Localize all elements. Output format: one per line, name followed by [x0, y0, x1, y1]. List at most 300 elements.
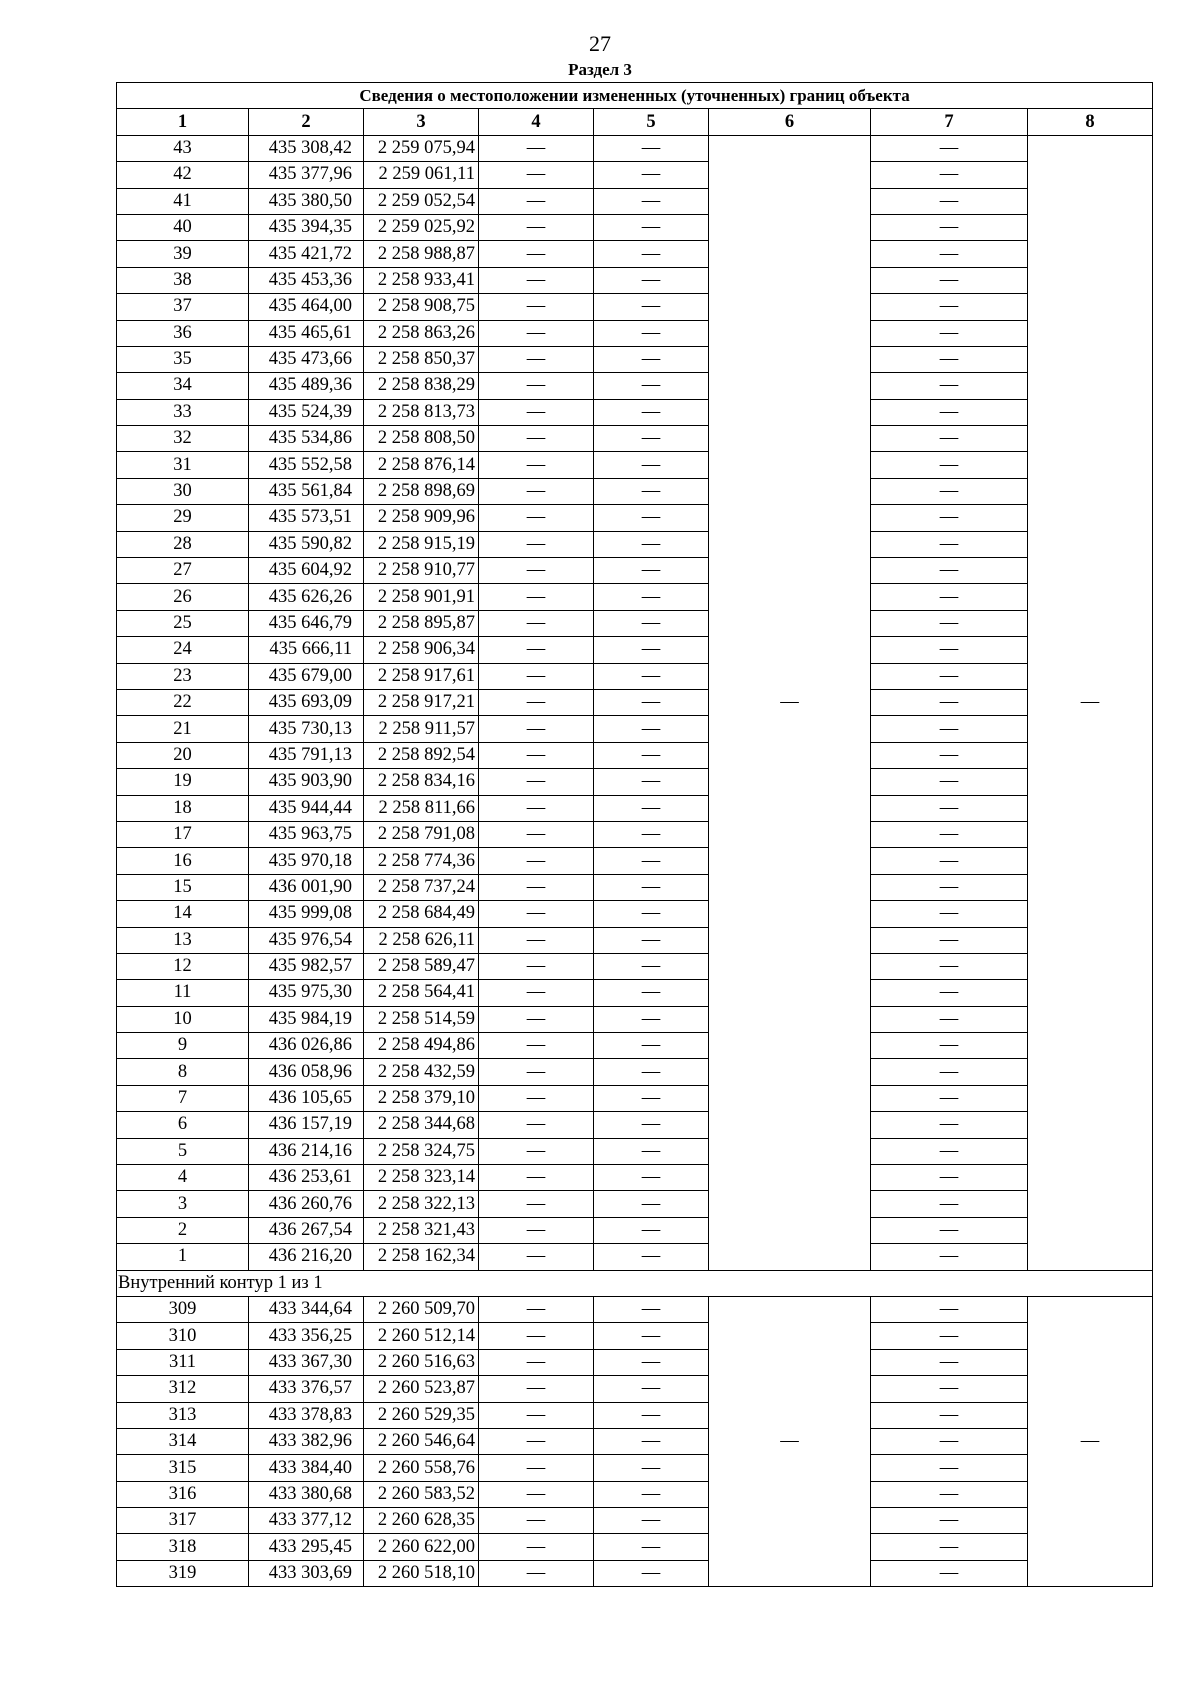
coordinate-x: 435 791,13: [249, 742, 364, 768]
column-4-dash: —: [479, 716, 594, 742]
column-5-dash: —: [594, 1534, 709, 1560]
coordinate-x: 435 963,75: [249, 821, 364, 847]
point-number: 42: [117, 162, 249, 188]
column-5-dash: —: [594, 1349, 709, 1375]
outer-contour-row: [117, 531, 1153, 557]
outer-contour-row: [117, 1033, 1153, 1059]
column-7-dash: —: [871, 452, 1028, 478]
column-5-dash: —: [594, 689, 709, 715]
coordinate-x: 435 903,90: [249, 769, 364, 795]
coordinate-x: 435 524,39: [249, 399, 364, 425]
point-number: 13: [117, 927, 249, 953]
point-number: 5: [117, 1138, 249, 1164]
column-7-dash: —: [871, 1323, 1028, 1349]
column-7-dash: —: [871, 1296, 1028, 1322]
column-4-dash: —: [479, 980, 594, 1006]
column-5-dash: —: [594, 663, 709, 689]
column-7-dash: —: [871, 848, 1028, 874]
column-7-dash: —: [871, 1191, 1028, 1217]
column-5-dash: —: [594, 1191, 709, 1217]
outer-contour-row: [117, 953, 1153, 979]
column-5-dash: —: [594, 874, 709, 900]
outer-contour-row: [117, 689, 1153, 715]
coordinate-x: 433 378,83: [249, 1402, 364, 1428]
column-5-dash: —: [594, 1138, 709, 1164]
point-number: 36: [117, 320, 249, 346]
coordinate-x: 435 394,35: [249, 214, 364, 240]
outer-contour-row: [117, 663, 1153, 689]
outer-contour-row: [117, 1059, 1153, 1085]
outer-contour-row: [117, 346, 1153, 372]
page-number: 27: [589, 31, 611, 56]
column-7-dash: —: [871, 1217, 1028, 1243]
inner-contour-row: [117, 1428, 1153, 1454]
coordinate-y: 2 258 863,26: [364, 320, 479, 346]
point-number: 3: [117, 1191, 249, 1217]
outer-contour-row: [117, 874, 1153, 900]
column-4-dash: —: [479, 1165, 594, 1191]
column-4-dash: —: [479, 267, 594, 293]
column-4-dash: —: [479, 1455, 594, 1481]
inner-contour-row: [117, 1296, 1153, 1322]
column-header-5: 5: [594, 109, 709, 135]
coordinate-y: 2 258 737,24: [364, 874, 479, 900]
coordinate-x: 435 489,36: [249, 373, 364, 399]
column-7-dash: —: [871, 558, 1028, 584]
coordinate-y: 2 258 838,29: [364, 373, 479, 399]
column-5-dash: —: [594, 716, 709, 742]
coordinate-x: 435 561,84: [249, 478, 364, 504]
column-5-dash: —: [594, 373, 709, 399]
column-5-dash: —: [594, 162, 709, 188]
coordinate-x: 435 308,42: [249, 135, 364, 161]
coordinate-x: 435 573,51: [249, 505, 364, 531]
column-7-dash: —: [871, 188, 1028, 214]
column-5-dash: —: [594, 399, 709, 425]
coordinate-x: 435 975,30: [249, 980, 364, 1006]
coordinate-x: 433 380,68: [249, 1481, 364, 1507]
point-number: 26: [117, 584, 249, 610]
coordinate-x: 435 552,58: [249, 452, 364, 478]
column-5-dash: —: [594, 505, 709, 531]
column-7-dash: —: [871, 478, 1028, 504]
coordinate-y: 2 258 911,57: [364, 716, 479, 742]
coordinate-y: 2 260 512,14: [364, 1323, 479, 1349]
coordinate-y: 2 260 516,63: [364, 1349, 479, 1375]
column-header-row: [117, 109, 1153, 135]
column-7-dash: —: [871, 1428, 1028, 1454]
column-7-dash: —: [871, 689, 1028, 715]
point-number: 8: [117, 1059, 249, 1085]
column-5-dash: —: [594, 1560, 709, 1586]
coordinate-y: 2 258 898,69: [364, 478, 479, 504]
column-4-dash: —: [479, 1428, 594, 1454]
coordinate-y: 2 258 774,36: [364, 848, 479, 874]
column-5-dash: —: [594, 1455, 709, 1481]
column-7-dash: —: [871, 1481, 1028, 1507]
column-5-dash: —: [594, 821, 709, 847]
inner-contour-row: [117, 1534, 1153, 1560]
outer-contour-row: [117, 927, 1153, 953]
coordinate-x: 433 356,25: [249, 1323, 364, 1349]
column-7-dash: —: [871, 320, 1028, 346]
coordinate-y: 2 258 906,34: [364, 637, 479, 663]
point-number: 11: [117, 980, 249, 1006]
coordinate-x: 435 666,11: [249, 637, 364, 663]
outer-contour-row: [117, 610, 1153, 636]
point-number: 28: [117, 531, 249, 557]
column-5-dash: —: [594, 1508, 709, 1534]
table-title: Сведения о местоположении измененных (уточненных) границ объекта: [117, 83, 1153, 109]
column-4-dash: —: [479, 1508, 594, 1534]
point-number: 4: [117, 1165, 249, 1191]
outer-contour-row: [117, 452, 1153, 478]
column-4-dash: —: [479, 531, 594, 557]
outer-contour-row: [117, 584, 1153, 610]
coordinate-x: 435 982,57: [249, 953, 364, 979]
column-5-dash: —: [594, 1217, 709, 1243]
column-6-merged-dash: —: [709, 135, 871, 1270]
coordinate-x: 435 453,36: [249, 267, 364, 293]
column-4-dash: —: [479, 1217, 594, 1243]
column-4-dash: —: [479, 1112, 594, 1138]
column-7-dash: —: [871, 1112, 1028, 1138]
coordinate-y: 2 259 075,94: [364, 135, 479, 161]
point-number: 18: [117, 795, 249, 821]
column-7-dash: —: [871, 584, 1028, 610]
column-header-3: 3: [364, 109, 479, 135]
column-4-dash: —: [479, 1376, 594, 1402]
coordinate-y: 2 258 589,47: [364, 953, 479, 979]
column-header-4: 4: [479, 109, 594, 135]
outer-contour-row: [117, 795, 1153, 821]
column-4-dash: —: [479, 821, 594, 847]
outer-contour-row: [117, 1006, 1153, 1032]
column-header-2: 2: [249, 109, 364, 135]
column-7-dash: —: [871, 874, 1028, 900]
coordinate-x: 436 216,20: [249, 1244, 364, 1270]
coordinate-x: 435 970,18: [249, 848, 364, 874]
coordinate-y: 2 258 321,43: [364, 1217, 479, 1243]
point-number: 12: [117, 953, 249, 979]
outer-contour-row: [117, 188, 1153, 214]
coordinate-x: 435 473,66: [249, 346, 364, 372]
point-number: 35: [117, 346, 249, 372]
column-7-dash: —: [871, 1455, 1028, 1481]
point-number: 313: [117, 1402, 249, 1428]
column-5-dash: —: [594, 769, 709, 795]
outer-contour-row: [117, 742, 1153, 768]
coordinate-y: 2 258 379,10: [364, 1085, 479, 1111]
column-5-dash: —: [594, 953, 709, 979]
coordinate-y: 2 258 684,49: [364, 901, 479, 927]
outer-contour-row: [117, 267, 1153, 293]
column-4-dash: —: [479, 1349, 594, 1375]
point-number: 41: [117, 188, 249, 214]
point-number: 31: [117, 452, 249, 478]
outer-contour-row: [117, 716, 1153, 742]
point-number: 43: [117, 135, 249, 161]
point-number: 27: [117, 558, 249, 584]
coordinate-y: 2 258 933,41: [364, 267, 479, 293]
point-number: 22: [117, 689, 249, 715]
column-7-dash: —: [871, 742, 1028, 768]
column-4-dash: —: [479, 214, 594, 240]
coordinate-x: 435 693,09: [249, 689, 364, 715]
column-7-dash: —: [871, 1244, 1028, 1270]
column-4-dash: —: [479, 373, 594, 399]
column-4-dash: —: [479, 742, 594, 768]
coordinate-y: 2 258 322,13: [364, 1191, 479, 1217]
coordinate-x: 435 464,00: [249, 294, 364, 320]
inner-contour-header-row: [117, 1270, 1153, 1296]
coordinate-x: 435 976,54: [249, 927, 364, 953]
column-4-dash: —: [479, 320, 594, 346]
column-6-merged-dash: —: [709, 1296, 871, 1586]
table-title-row: [117, 83, 1153, 109]
point-number: 23: [117, 663, 249, 689]
coordinate-x: 436 253,61: [249, 1165, 364, 1191]
column-4-dash: —: [479, 558, 594, 584]
coordinate-y: 2 258 811,66: [364, 795, 479, 821]
column-7-dash: —: [871, 346, 1028, 372]
column-7-dash: —: [871, 241, 1028, 267]
boundary-coordinates-table: [116, 82, 1153, 1587]
coordinate-y: 2 260 529,35: [364, 1402, 479, 1428]
outer-contour-row: [117, 1191, 1153, 1217]
coordinate-x: 436 058,96: [249, 1059, 364, 1085]
outer-contour-row: [117, 214, 1153, 240]
coordinate-x: 435 730,13: [249, 716, 364, 742]
coordinate-x: 435 465,61: [249, 320, 364, 346]
coordinate-x: 435 421,72: [249, 241, 364, 267]
column-5-dash: —: [594, 1481, 709, 1507]
column-7-dash: —: [871, 716, 1028, 742]
column-5-dash: —: [594, 901, 709, 927]
column-7-dash: —: [871, 953, 1028, 979]
outer-contour-row: [117, 373, 1153, 399]
column-7-dash: —: [871, 531, 1028, 557]
column-4-dash: —: [479, 452, 594, 478]
point-number: 2: [117, 1217, 249, 1243]
column-7-dash: —: [871, 1165, 1028, 1191]
column-5-dash: —: [594, 1059, 709, 1085]
column-7-dash: —: [871, 294, 1028, 320]
column-4-dash: —: [479, 135, 594, 161]
coordinate-y: 2 259 061,11: [364, 162, 479, 188]
coordinate-y: 2 258 850,37: [364, 346, 479, 372]
column-5-dash: —: [594, 531, 709, 557]
point-number: 25: [117, 610, 249, 636]
column-5-dash: —: [594, 742, 709, 768]
point-number: 7: [117, 1085, 249, 1111]
column-7-dash: —: [871, 980, 1028, 1006]
column-4-dash: —: [479, 848, 594, 874]
inner-contour-row: [117, 1376, 1153, 1402]
column-4-dash: —: [479, 610, 594, 636]
column-5-dash: —: [594, 637, 709, 663]
coordinate-y: 2 258 808,50: [364, 426, 479, 452]
point-number: 310: [117, 1323, 249, 1349]
coordinate-y: 2 258 626,11: [364, 927, 479, 953]
point-number: 312: [117, 1376, 249, 1402]
outer-contour-row: [117, 320, 1153, 346]
outer-contour-row: [117, 1112, 1153, 1138]
column-5-dash: —: [594, 320, 709, 346]
column-5-dash: —: [594, 584, 709, 610]
column-5-dash: —: [594, 927, 709, 953]
coordinate-x: 435 590,82: [249, 531, 364, 557]
point-number: 9: [117, 1033, 249, 1059]
coordinate-y: 2 259 025,92: [364, 214, 479, 240]
column-5-dash: —: [594, 1165, 709, 1191]
coordinate-y: 2 260 622,00: [364, 1534, 479, 1560]
coordinate-y: 2 258 908,75: [364, 294, 479, 320]
coordinate-y: 2 258 564,41: [364, 980, 479, 1006]
column-7-dash: —: [871, 1059, 1028, 1085]
outer-contour-row: [117, 769, 1153, 795]
column-4-dash: —: [479, 478, 594, 504]
point-number: 16: [117, 848, 249, 874]
coordinate-x: 433 384,40: [249, 1455, 364, 1481]
coordinate-x: 436 026,86: [249, 1033, 364, 1059]
column-4-dash: —: [479, 1033, 594, 1059]
outer-contour-row: [117, 505, 1153, 531]
column-7-dash: —: [871, 1560, 1028, 1586]
section-label: Раздел 3: [568, 60, 632, 79]
point-number: 33: [117, 399, 249, 425]
outer-contour-row: [117, 426, 1153, 452]
column-header-8: 8: [1028, 109, 1153, 135]
coordinate-x: 433 376,57: [249, 1376, 364, 1402]
coordinate-y: 2 260 583,52: [364, 1481, 479, 1507]
coordinate-x: 435 534,86: [249, 426, 364, 452]
outer-contour-row: [117, 478, 1153, 504]
coordinate-x: 435 377,96: [249, 162, 364, 188]
column-7-dash: —: [871, 663, 1028, 689]
coordinate-x: 436 260,76: [249, 1191, 364, 1217]
coordinate-x: 435 604,92: [249, 558, 364, 584]
coordinate-x: 435 626,26: [249, 584, 364, 610]
column-4-dash: —: [479, 1138, 594, 1164]
point-number: 39: [117, 241, 249, 267]
outer-contour-row: [117, 1244, 1153, 1270]
column-4-dash: —: [479, 1191, 594, 1217]
coordinate-y: 2 258 895,87: [364, 610, 479, 636]
coordinate-x: 433 377,12: [249, 1508, 364, 1534]
column-5-dash: —: [594, 452, 709, 478]
column-4-dash: —: [479, 953, 594, 979]
column-7-dash: —: [871, 901, 1028, 927]
point-number: 19: [117, 769, 249, 795]
outer-contour-row: [117, 821, 1153, 847]
column-5-dash: —: [594, 1112, 709, 1138]
column-7-dash: —: [871, 214, 1028, 240]
column-header-6: 6: [709, 109, 871, 135]
point-number: 32: [117, 426, 249, 452]
coordinate-y: 2 258 988,87: [364, 241, 479, 267]
point-number: 17: [117, 821, 249, 847]
column-4-dash: —: [479, 162, 594, 188]
point-number: 34: [117, 373, 249, 399]
column-5-dash: —: [594, 610, 709, 636]
coordinate-y: 2 258 344,68: [364, 1112, 479, 1138]
column-5-dash: —: [594, 1376, 709, 1402]
column-7-dash: —: [871, 1349, 1028, 1375]
column-5-dash: —: [594, 426, 709, 452]
point-number: 1: [117, 1244, 249, 1270]
point-number: 319: [117, 1560, 249, 1586]
column-7-dash: —: [871, 267, 1028, 293]
column-5-dash: —: [594, 1085, 709, 1111]
column-7-dash: —: [871, 1085, 1028, 1111]
column-5-dash: —: [594, 478, 709, 504]
coordinate-y: 2 260 509,70: [364, 1296, 479, 1322]
point-number: 30: [117, 478, 249, 504]
column-5-dash: —: [594, 1244, 709, 1270]
point-number: 14: [117, 901, 249, 927]
coordinate-x: 435 999,08: [249, 901, 364, 927]
point-number: 311: [117, 1349, 249, 1375]
column-4-dash: —: [479, 689, 594, 715]
coordinate-y: 2 258 324,75: [364, 1138, 479, 1164]
coordinate-y: 2 260 558,76: [364, 1455, 479, 1481]
point-number: 20: [117, 742, 249, 768]
point-number: 318: [117, 1534, 249, 1560]
coordinate-x: 435 380,50: [249, 188, 364, 214]
coordinate-x: 435 679,00: [249, 663, 364, 689]
table-body: [117, 83, 1153, 1587]
column-5-dash: —: [594, 188, 709, 214]
column-8-merged-dash: —: [1028, 135, 1153, 1270]
outer-contour-row: [117, 1085, 1153, 1111]
coordinate-y: 2 260 523,87: [364, 1376, 479, 1402]
column-header-7: 7: [871, 109, 1028, 135]
outer-contour-row: [117, 135, 1153, 161]
inner-contour-row: [117, 1402, 1153, 1428]
column-4-dash: —: [479, 1481, 594, 1507]
column-4-dash: —: [479, 1402, 594, 1428]
column-4-dash: —: [479, 769, 594, 795]
column-4-dash: —: [479, 1296, 594, 1322]
column-7-dash: —: [871, 426, 1028, 452]
coordinate-x: 433 295,45: [249, 1534, 364, 1560]
coordinate-y: 2 258 910,77: [364, 558, 479, 584]
coordinate-x: 433 367,30: [249, 1349, 364, 1375]
point-number: 317: [117, 1508, 249, 1534]
inner-contour-row: [117, 1349, 1153, 1375]
column-5-dash: —: [594, 1323, 709, 1349]
column-4-dash: —: [479, 241, 594, 267]
column-7-dash: —: [871, 1402, 1028, 1428]
coordinate-y: 2 260 546,64: [364, 1428, 479, 1454]
column-4-dash: —: [479, 1534, 594, 1560]
column-7-dash: —: [871, 610, 1028, 636]
point-number: 40: [117, 214, 249, 240]
column-4-dash: —: [479, 795, 594, 821]
column-header-1: 1: [117, 109, 249, 135]
column-4-dash: —: [479, 346, 594, 372]
coordinate-x: 436 001,90: [249, 874, 364, 900]
column-4-dash: —: [479, 1085, 594, 1111]
column-5-dash: —: [594, 1006, 709, 1032]
column-7-dash: —: [871, 1508, 1028, 1534]
column-4-dash: —: [479, 1006, 594, 1032]
coordinate-y: 2 258 514,59: [364, 1006, 479, 1032]
coordinate-y: 2 258 432,59: [364, 1059, 479, 1085]
column-7-dash: —: [871, 1534, 1028, 1560]
column-4-dash: —: [479, 1244, 594, 1270]
